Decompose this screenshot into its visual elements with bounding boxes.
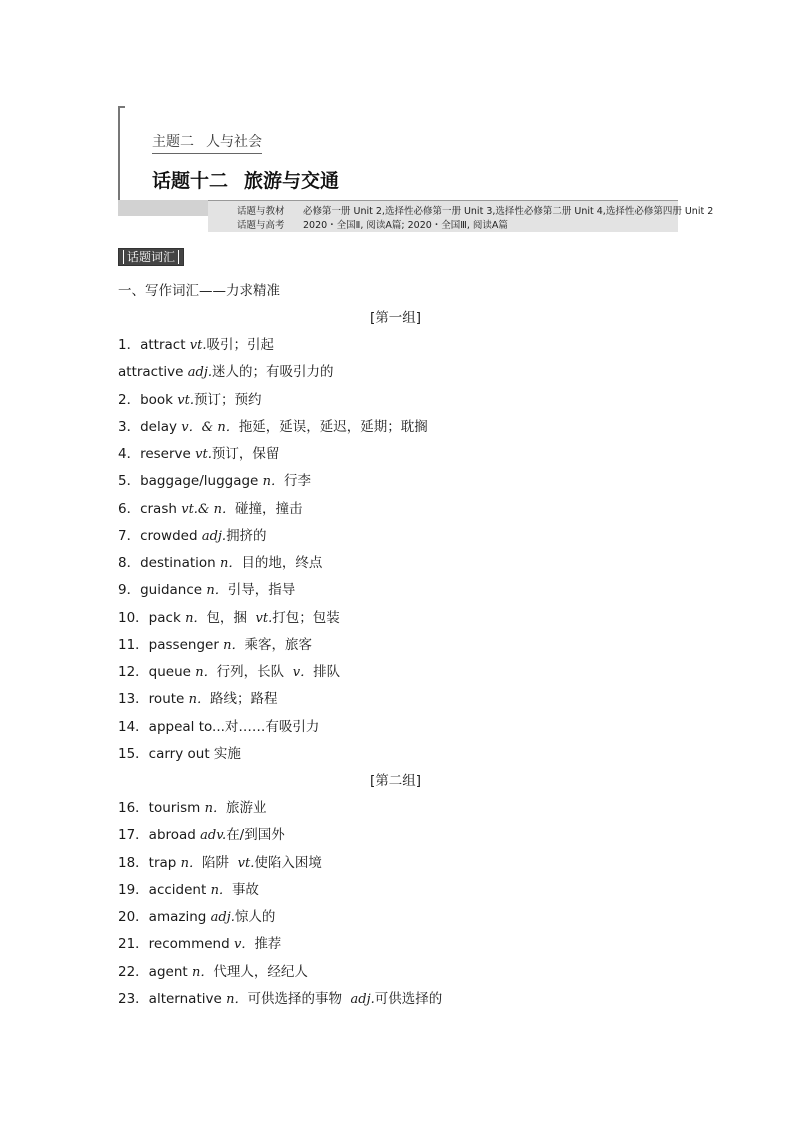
entry-word: 5．baggage/luggage: [118, 473, 263, 489]
entry-word: 6．crash: [118, 501, 182, 517]
entry-pos: n．: [185, 611, 207, 626]
entry-word: 18．trap: [118, 855, 181, 871]
entry-pos: n．: [180, 856, 203, 871]
entry-pos: n．: [195, 665, 217, 680]
entry-word: 4．reserve: [118, 446, 196, 462]
vocab-entry: [118, 823, 285, 843]
vocab-entry: [118, 687, 278, 707]
section-title: 一、写作词汇——力求精准: [118, 283, 280, 299]
entry-pos: n．: [226, 992, 248, 1007]
vocab-entry: [118, 578, 295, 598]
entry-meaning: 旅游业: [225, 800, 267, 816]
vocab-entry: [118, 633, 312, 653]
entry-word: 22．agent: [118, 964, 192, 980]
entry-meaning: 可供选择的事物: [247, 991, 342, 1007]
entry-meaning: 拥挤的: [226, 528, 267, 544]
vocab-entry: [118, 742, 241, 762]
entry-word: 10．pack: [118, 610, 186, 626]
entry-meaning: 推荐: [254, 936, 282, 952]
entry-meaning: 代理人，经纪人: [213, 964, 308, 980]
entry-pos: n．: [191, 965, 214, 980]
entry-word: 7．crowded: [118, 528, 202, 544]
entry-meaning: 陷阱: [202, 855, 230, 871]
vocab-entry: [118, 469, 311, 489]
entry-meaning: 乘客，旅客: [244, 637, 313, 653]
meta-row-textbook: [237, 203, 713, 217]
meta-label: 话题与高考: [237, 220, 285, 231]
vocab-entry: [118, 333, 274, 353]
entry-word: 14．appeal to...: [118, 719, 225, 735]
vocab-entry: [118, 987, 442, 1007]
vocab-entry: [118, 388, 262, 408]
entry-meaning: 惊人的: [234, 909, 276, 925]
entry-pos: vt.: [195, 447, 212, 462]
vocab-entry: [118, 905, 275, 925]
entry-pos: n．: [206, 583, 228, 598]
entry-meaning: 行李: [284, 473, 312, 489]
vocab-entry: [118, 442, 279, 462]
entry-pos-2: vt.: [255, 611, 273, 626]
section-tag-label: 话题词汇: [123, 250, 179, 264]
entry-word: 17．abroad: [118, 827, 201, 843]
entry-pos: v．& n．: [181, 420, 239, 435]
entry-meaning: 事故: [231, 882, 259, 898]
entry-pos: n．: [204, 801, 226, 816]
entry-meaning-2: 打包；包装: [272, 610, 340, 626]
entry-word: 12．queue: [118, 664, 196, 680]
entry-meaning-2: 可供选择的: [374, 991, 443, 1007]
entry-meaning: 在/到国外: [226, 827, 285, 843]
meta-value: 必修第一册 Unit 2,选择性必修第一册 Unit 3,选择性必修第二册 Unit 4,选择性必修第四册 Unit 2: [303, 206, 714, 217]
entry-pos: vt.: [177, 393, 194, 408]
entry-meaning: 实施: [213, 746, 241, 762]
vocab-entry: [118, 715, 319, 735]
topic-name: 旅游与交通: [244, 170, 340, 192]
meta-value: 2020・全国Ⅱ, 阅读A篇; 2020・全国Ⅲ, 阅读A篇: [303, 220, 508, 231]
entry-pos: v．: [233, 937, 255, 952]
entry-pos: n．: [220, 556, 242, 571]
vocab-entry: [118, 551, 322, 571]
entry-meaning: 行列，长队: [216, 664, 285, 680]
entry-word: 9．guidance: [118, 582, 207, 598]
entry-word: 23．alternative: [118, 991, 227, 1007]
vocab-entry: [118, 932, 281, 952]
entry-meaning: 碰撞，撞击: [235, 501, 303, 517]
entry-meaning: 预订，保留: [211, 446, 280, 462]
entry-pos: n．: [262, 474, 285, 489]
entry-meaning: 对……有吸引力: [224, 719, 320, 735]
topic-header: [118, 106, 714, 232]
vocab-entry: [118, 415, 428, 435]
entry-word: 11．passenger: [118, 637, 224, 653]
entry-meaning: 拖延，延误，延迟，延期；耽搁: [238, 419, 428, 435]
entry-word: 2．book: [118, 392, 178, 408]
entry-word: 20．amazing: [118, 909, 211, 925]
entry-word: 16．tourism: [118, 800, 205, 816]
topic-title: [152, 166, 339, 193]
entry-pos: adj.: [201, 529, 227, 544]
entry-meaning: 预订；预约: [194, 392, 262, 408]
vocab-entry: [118, 497, 303, 517]
vocab-entry: [118, 960, 308, 980]
entry-pos: adj.: [210, 910, 235, 925]
entry-pos-2: adj.: [350, 992, 375, 1007]
vocab-entry: [118, 878, 259, 898]
theme-label: [152, 131, 262, 154]
meta-label: 话题与教材: [237, 206, 285, 217]
group-label-2: [第二组]: [370, 773, 422, 789]
entry-meaning: 包，捆: [206, 610, 247, 626]
entry-word: 8．destination: [118, 555, 221, 571]
entry-word: 15．carry out: [118, 746, 214, 762]
entry-pos-2: v．: [292, 665, 314, 680]
header-corner-shade: [118, 200, 208, 216]
entry-meaning: 迷人的；有吸引力的: [212, 364, 334, 380]
header-band-rule: [208, 200, 678, 201]
entry-word: 19．accident: [118, 882, 211, 898]
vocab-entry: [118, 660, 340, 680]
section-tag: [118, 248, 184, 266]
entry-meaning-2: 使陷入困境: [254, 855, 322, 871]
vocab-entry: [118, 524, 267, 544]
entry-meaning: 目的地，终点: [241, 555, 323, 571]
entry-meaning: 路线；路程: [210, 691, 278, 707]
entry-meaning: 吸引；引起: [206, 337, 274, 353]
entry-word: 3．delay: [118, 419, 182, 435]
entry-pos-2: vt.: [237, 856, 255, 871]
entry-meaning-2: 排队: [313, 664, 341, 680]
vocab-entry: [118, 606, 340, 626]
entry-pos: vt.: [189, 338, 207, 353]
entry-word: 1．attract: [118, 337, 190, 353]
entry-word: 21．recommend: [118, 936, 234, 952]
vocab-entry: [118, 360, 334, 380]
theme-name: 人与社会: [206, 134, 262, 150]
entry-pos: n．: [223, 638, 245, 653]
entry-word: attractive: [118, 364, 188, 380]
vocab-entry: [118, 796, 266, 816]
entry-pos: n．: [188, 692, 211, 707]
entry-pos: adv.: [200, 828, 227, 843]
theme-number: 主题二: [152, 134, 194, 150]
meta-row-exam: [237, 217, 508, 231]
group-label-1: [第一组]: [370, 310, 422, 326]
entry-meaning: 引导，指导: [227, 582, 296, 598]
vocab-entry: [118, 851, 322, 871]
topic-number: 话题十二: [152, 170, 229, 192]
entry-pos: n．: [210, 883, 232, 898]
entry-word: 13．route: [118, 691, 189, 707]
entry-pos: adj.: [187, 365, 212, 380]
entry-pos: vt.& n．: [181, 502, 235, 517]
